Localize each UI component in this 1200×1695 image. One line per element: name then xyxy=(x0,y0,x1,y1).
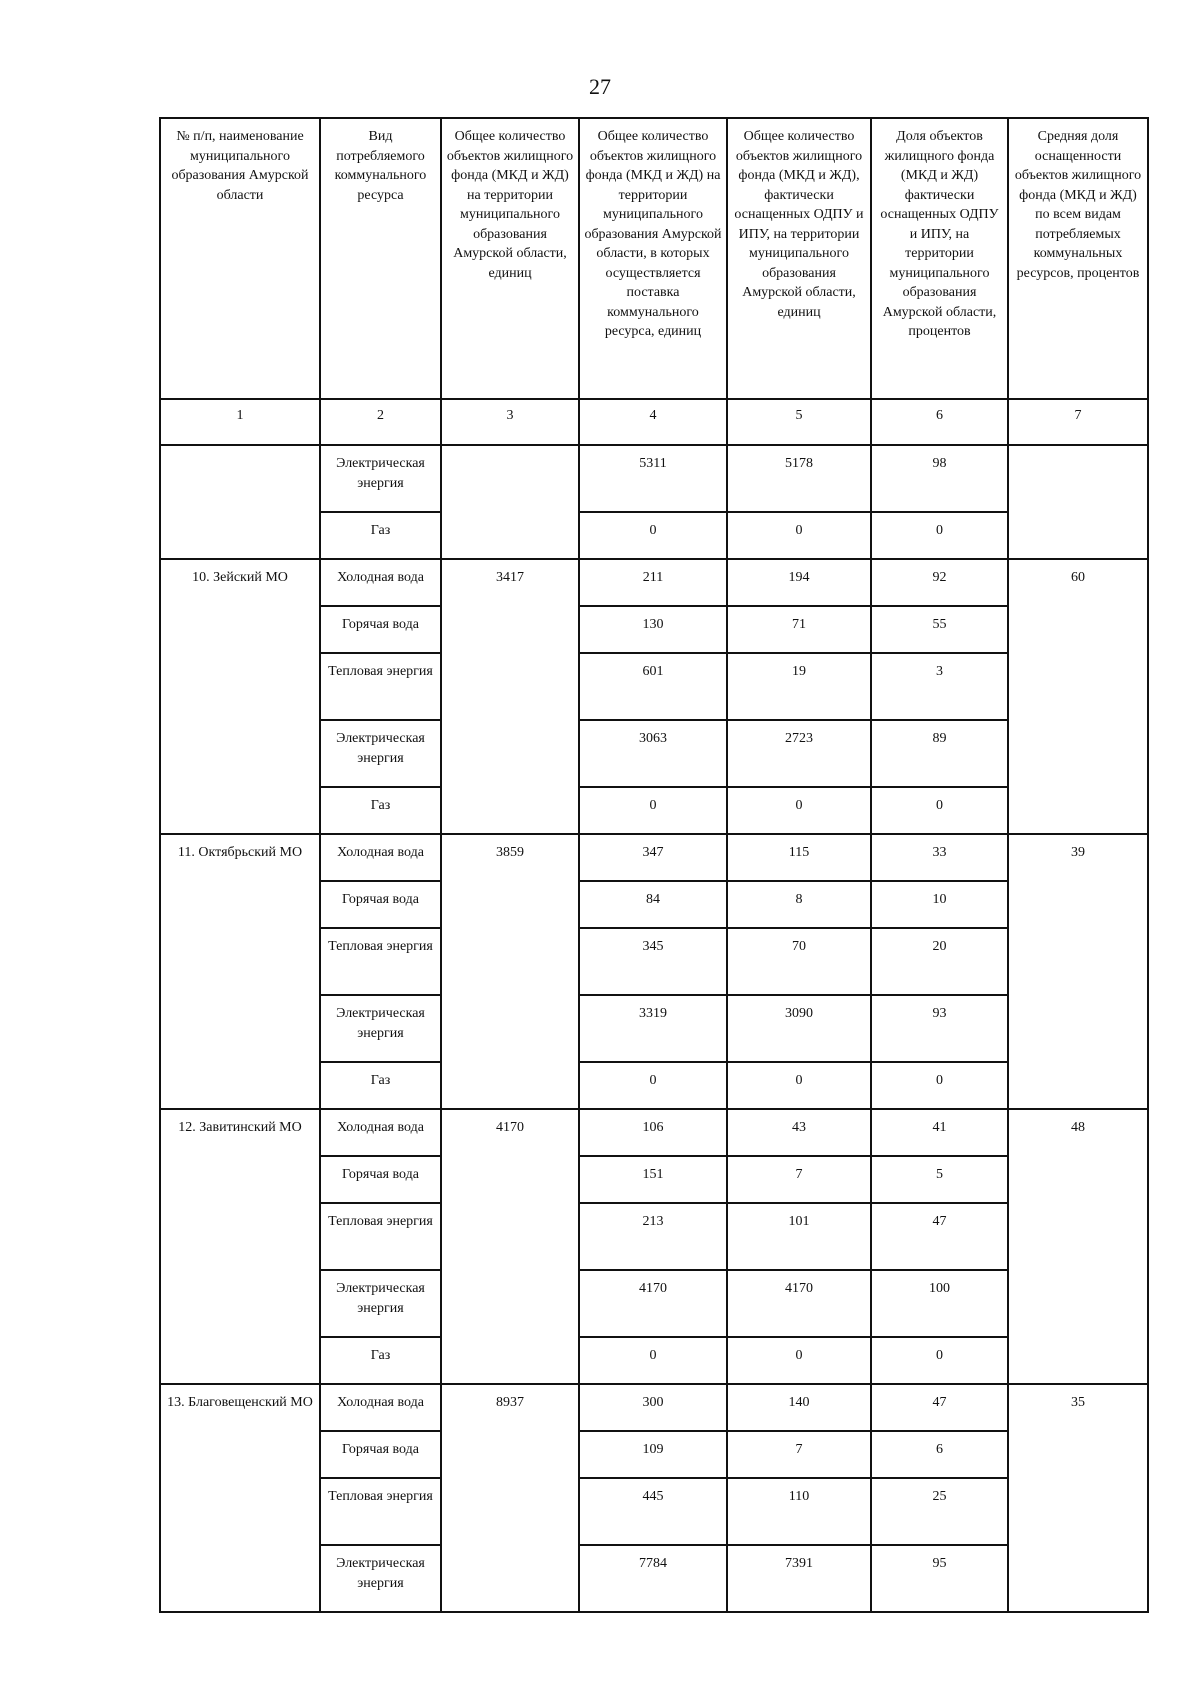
column-number: 1 xyxy=(160,399,320,445)
municipality-name: 13. Благовещенский МО xyxy=(160,1384,320,1612)
resource-type: Электрическая энергия xyxy=(320,1270,441,1337)
average-share: 60 xyxy=(1008,559,1148,834)
average-share: 35 xyxy=(1008,1384,1148,1612)
equipped-share: 98 xyxy=(871,445,1008,512)
resource-type: Газ xyxy=(320,1062,441,1109)
resource-type: Горячая вода xyxy=(320,606,441,653)
equipped-share: 3 xyxy=(871,653,1008,720)
resource-type: Электрическая энергия xyxy=(320,720,441,787)
column-number: 2 xyxy=(320,399,441,445)
resource-type: Холодная вода xyxy=(320,1109,441,1156)
resource-type: Горячая вода xyxy=(320,1156,441,1203)
resource-type: Холодная вода xyxy=(320,1384,441,1431)
equipped-share: 6 xyxy=(871,1431,1008,1478)
table-row xyxy=(160,834,1148,881)
equipped-objects: 8 xyxy=(727,881,871,928)
supplied-objects: 601 xyxy=(579,653,727,720)
equipped-objects: 2723 xyxy=(727,720,871,787)
resource-type: Газ xyxy=(320,787,441,834)
supplied-objects: 151 xyxy=(579,1156,727,1203)
equipped-share: 10 xyxy=(871,881,1008,928)
supplied-objects: 84 xyxy=(579,881,727,928)
equipped-share: 93 xyxy=(871,995,1008,1062)
metering-table xyxy=(159,117,1149,1613)
equipped-objects: 71 xyxy=(727,606,871,653)
supplied-objects: 445 xyxy=(579,1478,727,1545)
supplied-objects: 0 xyxy=(579,512,727,559)
equipped-share: 47 xyxy=(871,1384,1008,1431)
average-share xyxy=(1008,445,1148,559)
total-objects: 4170 xyxy=(441,1109,579,1384)
equipped-share: 20 xyxy=(871,928,1008,995)
header-cell: Общее количество объектов жилищного фонда (МКД и ЖД) на территории муниципального образования Амурской области, в которых осуществляется поставка коммунального ресурса, единиц xyxy=(579,118,727,399)
equipped-share: 89 xyxy=(871,720,1008,787)
municipality-name xyxy=(160,445,320,559)
equipped-share: 0 xyxy=(871,512,1008,559)
average-share: 48 xyxy=(1008,1109,1148,1384)
resource-type: Газ xyxy=(320,512,441,559)
resource-type: Холодная вода xyxy=(320,559,441,606)
supplied-objects: 0 xyxy=(579,1062,727,1109)
equipped-share: 92 xyxy=(871,559,1008,606)
equipped-objects: 0 xyxy=(727,1062,871,1109)
header-cell: Доля объектов жилищного фонда (МКД и ЖД) фактически оснащенных ОДПУ и ИПУ, на территории муниципального образования Амурской области, процентов xyxy=(871,118,1008,399)
supplied-objects: 130 xyxy=(579,606,727,653)
total-objects xyxy=(441,445,579,559)
supplied-objects: 106 xyxy=(579,1109,727,1156)
equipped-objects: 70 xyxy=(727,928,871,995)
column-number: 3 xyxy=(441,399,579,445)
municipality-name: 10. Зейский МО xyxy=(160,559,320,834)
total-objects: 8937 xyxy=(441,1384,579,1612)
column-number: 5 xyxy=(727,399,871,445)
equipped-share: 41 xyxy=(871,1109,1008,1156)
equipped-objects: 7 xyxy=(727,1156,871,1203)
equipped-objects: 19 xyxy=(727,653,871,720)
resource-type: Электрическая энергия xyxy=(320,995,441,1062)
supplied-objects: 211 xyxy=(579,559,727,606)
equipped-objects: 0 xyxy=(727,787,871,834)
resource-type: Электрическая энергия xyxy=(320,445,441,512)
header-cell: Средняя доля оснащенности объектов жилищного фонда (МКД и ЖД) по всем видам потребляемых коммунальных ресурсов, процентов xyxy=(1008,118,1148,399)
supplied-objects: 300 xyxy=(579,1384,727,1431)
supplied-objects: 0 xyxy=(579,1337,727,1384)
page-number: 27 xyxy=(589,74,611,99)
table-row xyxy=(160,1384,1148,1431)
supplied-objects: 7784 xyxy=(579,1545,727,1612)
column-number-row xyxy=(160,399,1148,445)
equipped-objects: 5178 xyxy=(727,445,871,512)
equipped-objects: 194 xyxy=(727,559,871,606)
supplied-objects: 0 xyxy=(579,787,727,834)
equipped-share: 47 xyxy=(871,1203,1008,1270)
municipality-name: 12. Завитинский МО xyxy=(160,1109,320,1384)
equipped-share: 95 xyxy=(871,1545,1008,1612)
total-objects: 3417 xyxy=(441,559,579,834)
column-number: 6 xyxy=(871,399,1008,445)
resource-type: Холодная вода xyxy=(320,834,441,881)
equipped-share: 33 xyxy=(871,834,1008,881)
resource-type: Тепловая энергия xyxy=(320,1203,441,1270)
supplied-objects: 213 xyxy=(579,1203,727,1270)
equipped-objects: 0 xyxy=(727,512,871,559)
supplied-objects: 4170 xyxy=(579,1270,727,1337)
equipped-objects: 115 xyxy=(727,834,871,881)
equipped-share: 55 xyxy=(871,606,1008,653)
equipped-objects: 140 xyxy=(727,1384,871,1431)
equipped-share: 100 xyxy=(871,1270,1008,1337)
resource-type: Тепловая энергия xyxy=(320,928,441,995)
table-row xyxy=(160,1109,1148,1156)
equipped-share: 5 xyxy=(871,1156,1008,1203)
supplied-objects: 109 xyxy=(579,1431,727,1478)
resource-type: Горячая вода xyxy=(320,881,441,928)
header-cell: Общее количество объектов жилищного фонда (МКД и ЖД), фактически оснащенных ОДПУ и ИПУ, на территории муниципального образования Амурской области, единиц xyxy=(727,118,871,399)
equipped-share: 0 xyxy=(871,787,1008,834)
equipped-objects: 4170 xyxy=(727,1270,871,1337)
equipped-share: 25 xyxy=(871,1478,1008,1545)
equipped-objects: 3090 xyxy=(727,995,871,1062)
equipped-share: 0 xyxy=(871,1062,1008,1109)
resource-type: Горячая вода xyxy=(320,1431,441,1478)
supplied-objects: 5311 xyxy=(579,445,727,512)
equipped-objects: 7 xyxy=(727,1431,871,1478)
resource-type: Электрическая энергия xyxy=(320,1545,441,1612)
header-cell: Вид потребляемого коммунального ресурса xyxy=(320,118,441,399)
resource-type: Тепловая энергия xyxy=(320,1478,441,1545)
equipped-objects: 0 xyxy=(727,1337,871,1384)
total-objects: 3859 xyxy=(441,834,579,1109)
column-number: 4 xyxy=(579,399,727,445)
supplied-objects: 3319 xyxy=(579,995,727,1062)
equipped-objects: 7391 xyxy=(727,1545,871,1612)
header-cell: № п/п, наименование муниципального образования Амурской области xyxy=(160,118,320,399)
resource-type: Газ xyxy=(320,1337,441,1384)
column-number: 7 xyxy=(1008,399,1148,445)
equipped-objects: 43 xyxy=(727,1109,871,1156)
header-cell: Общее количество объектов жилищного фонда (МКД и ЖД) на территории муниципального образования Амурской области, единиц xyxy=(441,118,579,399)
supplied-objects: 347 xyxy=(579,834,727,881)
header-row xyxy=(160,118,1148,399)
table-row xyxy=(160,559,1148,606)
table-row xyxy=(160,445,1148,512)
municipality-name: 11. Октябрьский МО xyxy=(160,834,320,1109)
equipped-objects: 110 xyxy=(727,1478,871,1545)
equipped-share: 0 xyxy=(871,1337,1008,1384)
supplied-objects: 3063 xyxy=(579,720,727,787)
average-share: 39 xyxy=(1008,834,1148,1109)
equipped-objects: 101 xyxy=(727,1203,871,1270)
resource-type: Тепловая энергия xyxy=(320,653,441,720)
supplied-objects: 345 xyxy=(579,928,727,995)
